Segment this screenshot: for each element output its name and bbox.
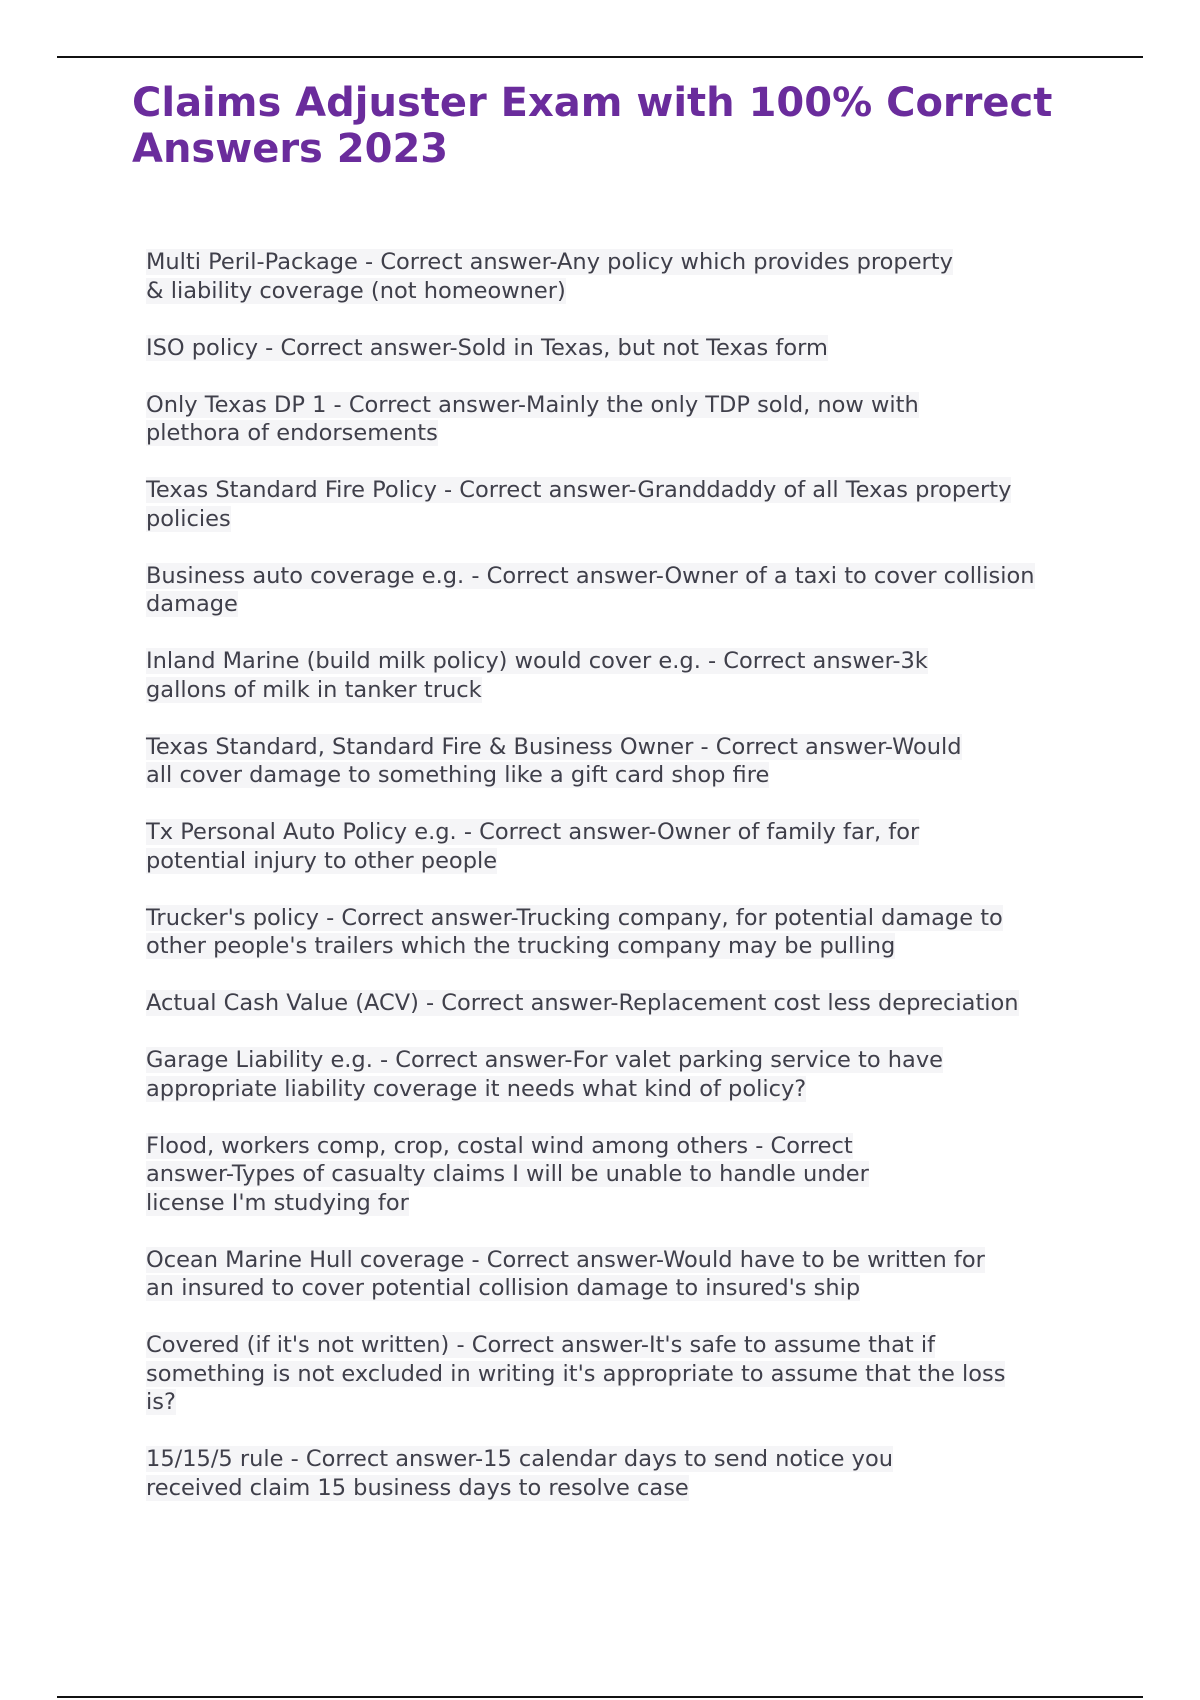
qa-text: Multi Peril-Package - Correct answer-Any policy which provides property & liability coverage (not homeowner) [146,249,953,304]
qa-text: Texas Standard Fire Policy - Correct answer-Granddaddy of all Texas property policies [146,477,1012,532]
qa-item [146,1246,1116,1303]
qa-item [146,1132,1116,1218]
top-rule [57,56,1143,58]
qa-item [146,989,1116,1018]
qa-text: Inland Marine (build milk policy) would cover e.g. - Correct answer-3k gallons of milk in tanker truck [146,648,928,703]
qa-item [146,733,1116,790]
qa-text: Business auto coverage e.g. - Correct answer-Owner of a taxi to cover collision damage [146,562,1035,617]
qa-text: Ocean Marine Hull coverage - Correct answer-Would have to be written for an insured to cover potential collision damage to insured's ship [146,1246,985,1301]
document-title: Claims Adjuster Exam with 100% Correct Answers 2023 [132,80,1053,172]
qa-item [146,647,1116,704]
qa-item [146,1331,1116,1417]
qa-text: ISO policy - Correct answer-Sold in Texas, but not Texas form [146,334,828,361]
qa-item [146,1445,1116,1502]
qa-item [146,818,1116,875]
qa-item [146,391,1116,448]
qa-text: Garage Liability e.g. - Correct answer-For valet parking service to have appropriate liability coverage it needs what kind of policy? [146,1047,943,1102]
qa-text: Flood, workers comp, crop, costal wind among others - Correct answer-Types of casualty claims I will be unable to handle under license I'm studying for [146,1132,869,1216]
qa-text: Covered (if it's not written) - Correct answer-It's safe to assume that if something is not excluded in writing it's appropriate to assume that the loss is? [146,1332,1006,1415]
qa-item [146,1046,1116,1103]
qa-item [146,562,1116,619]
qa-item [146,334,1116,363]
qa-text: Trucker's policy - Correct answer-Trucking company, for potential damage to other people's trailers which the trucking company may be pulling [146,904,1003,959]
bottom-rule [57,1696,1143,1698]
qa-text: Only Texas DP 1 - Correct answer-Mainly the only TDP sold, now with plethora of endorsements [146,391,919,446]
qa-text: Texas Standard, Standard Fire & Business Owner - Correct answer-Would all cover damage to something like a gift card shop fire [146,733,962,788]
qa-item [146,476,1116,533]
qa-item [146,904,1116,961]
qa-item [146,248,1116,305]
qa-list [146,248,1116,1531]
qa-text: 15/15/5 rule - Correct answer-15 calendar days to send notice you received claim 15 business days to resolve case [146,1446,893,1501]
qa-text: Tx Personal Auto Policy e.g. - Correct answer-Owner of family far, for potential injury to other people [146,819,920,874]
qa-text: Actual Cash Value (ACV) - Correct answer-Replacement cost less depreciation [146,990,1019,1016]
